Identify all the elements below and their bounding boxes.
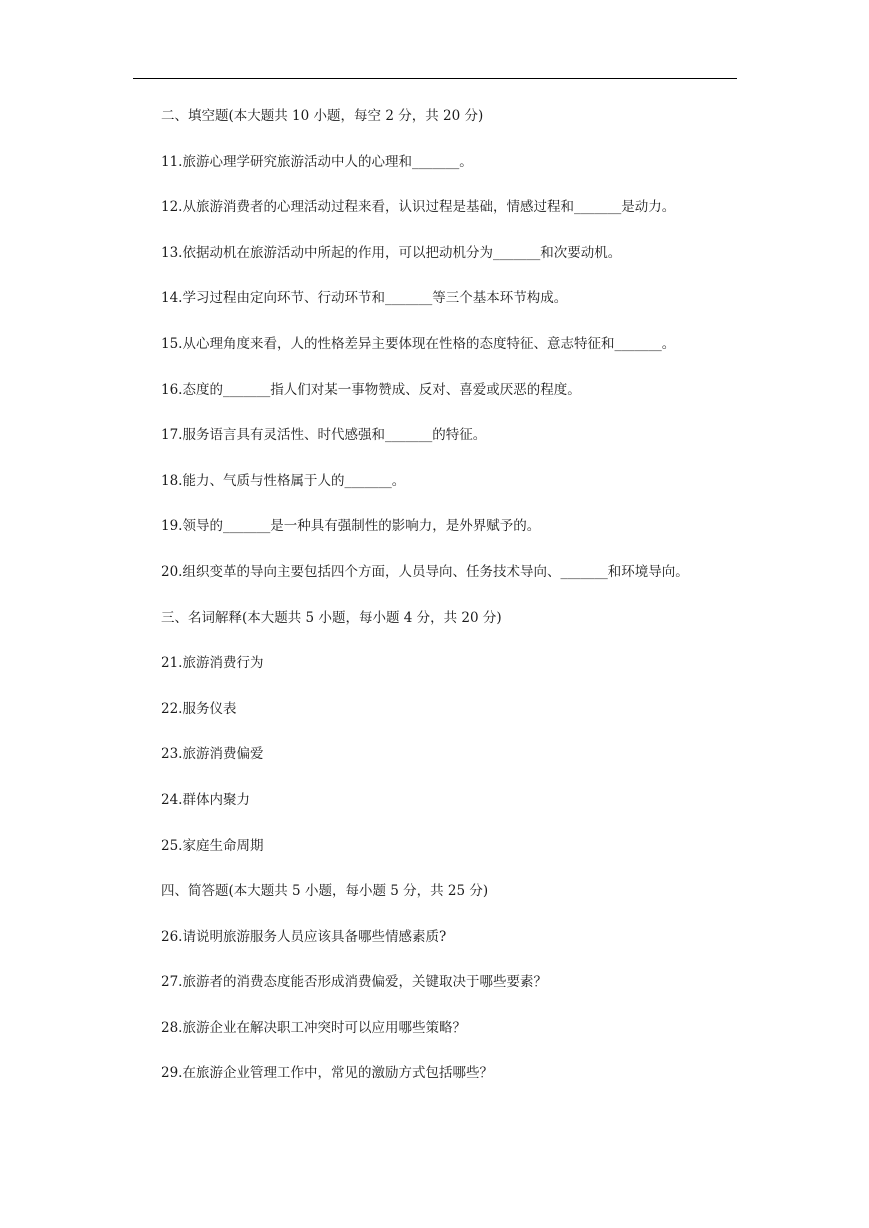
question-17: 17.服务语言具有灵活性、时代感强和_______的特征。 xyxy=(161,427,487,444)
question-24: 24.群体内聚力 xyxy=(161,791,250,808)
question-18: 18.能力、气质与性格属于人的_______。 xyxy=(161,472,406,489)
section-heading-term-definitions: 三、名词解释(本大题共 5 小题，每小题 4 分，共 20 分) xyxy=(161,609,502,626)
question-14: 14.学习过程由定向环节、行动环节和_______等三个基本环节构成。 xyxy=(161,290,568,307)
exam-page-content xyxy=(161,102,781,1105)
question-28: 28.旅游企业在解决职工冲突时可以应用哪些策略？ xyxy=(161,1019,466,1036)
question-11: 11.旅游心理学研究旅游活动中人的心理和_______。 xyxy=(161,153,473,170)
question-29: 29.在旅游企业管理工作中，常见的激励方式包括哪些？ xyxy=(161,1065,493,1082)
section-heading-short-answer: 四、简答题(本大题共 5 小题，每小题 5 分，共 25 分) xyxy=(161,883,489,900)
question-22: 22.服务仪表 xyxy=(161,700,237,717)
question-21: 21.旅游消费行为 xyxy=(161,655,264,672)
question-25: 25.家庭生命周期 xyxy=(161,837,264,854)
question-19: 19.领导的_______是一种具有强制性的影响力，是外界赋予的。 xyxy=(161,518,541,535)
question-16: 16.态度的_______指人们对某一事物赞成、反对、喜爱或厌恶的程度。 xyxy=(161,381,581,398)
question-20: 20.组织变革的导向主要包括四个方面，人员导向、任务技术导向、_______和环境导向。 xyxy=(161,563,689,580)
question-13: 13.依据动机在旅游活动中所起的作用，可以把动机分为_______和次要动机。 xyxy=(161,244,622,261)
section-heading-fill-in: 二、填空题(本大题共 10 小题，每空 2 分，共 20 分) xyxy=(161,108,484,124)
question-23: 23.旅游消费偏爱 xyxy=(161,746,264,763)
question-26: 26.请说明旅游服务人员应该具备哪些情感素质? xyxy=(161,928,447,945)
question-27: 27.旅游者的消费态度能否形成消费偏爱，关键取决于哪些要素？ xyxy=(161,974,547,991)
header-rule xyxy=(133,78,737,79)
question-12: 12.从旅游消费者的心理活动过程来看，认识过程是基础，情感过程和_______是动力。 xyxy=(161,199,676,216)
question-15: 15.从心理角度来看，人的性格差异主要体现在性格的态度特征、意志特征和_______。 xyxy=(161,335,676,352)
